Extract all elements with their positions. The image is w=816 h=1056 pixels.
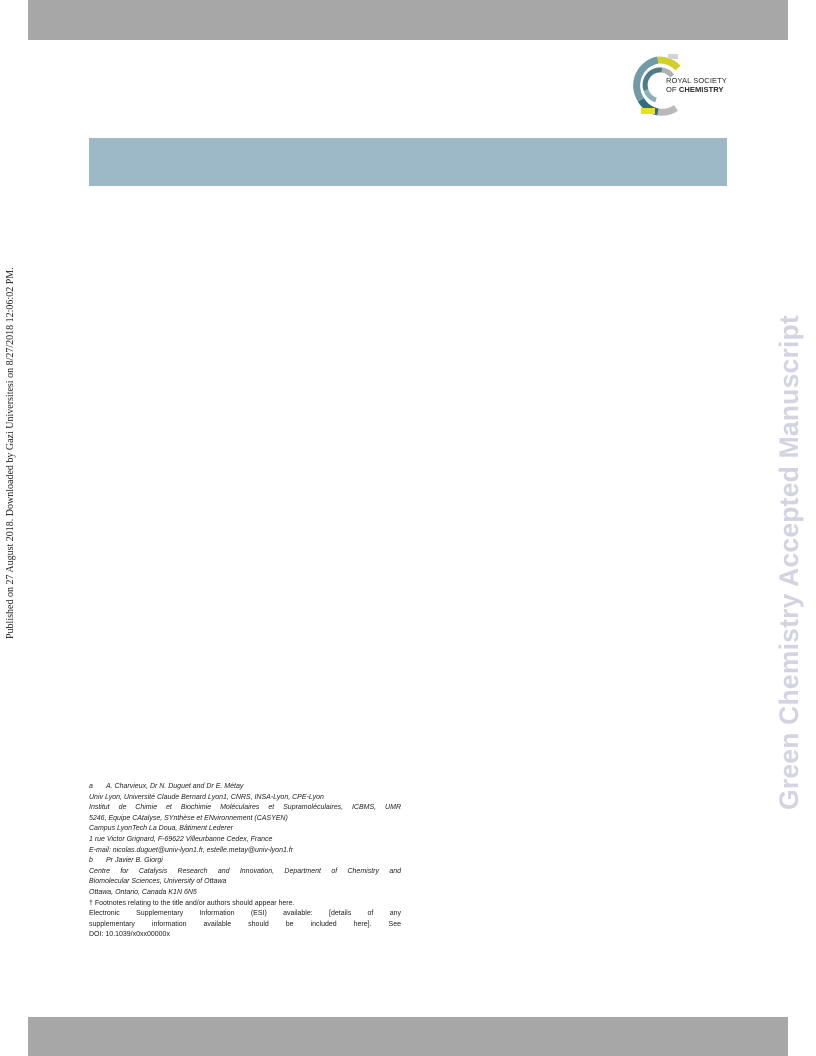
affiliation-b-heading	[89, 856, 401, 867]
logo-line-1: ROYAL SOCIETY	[666, 76, 727, 85]
esi-doi: DOI: 10.1039/x0xx00000x	[89, 931, 170, 939]
logo-line-2-prefix: OF	[666, 84, 679, 94]
affiliation-a-heading	[89, 782, 401, 793]
esi-line: Electronic Supplementary Information (ESI) available: [details of any	[89, 910, 401, 918]
affiliation-a-marker: a	[89, 783, 93, 790]
affiliation-a-line: Campus LyonTech La Doua, Bâtiment Lederer	[89, 825, 233, 833]
publication-watermark-text: Published on 27 August 2018. Downloaded by Gazi Universitesi on 8/27/2018 12:06:02 PM.	[5, 267, 16, 639]
affiliation-a-names: A. Charvieux, Dr N. Duguet and Dr E. Métay	[106, 783, 244, 790]
affiliation-b-marker: b	[89, 857, 93, 865]
rsc-logo	[628, 50, 732, 118]
affiliation-b-line: Biomolecular Sciences, University of Ottawa	[89, 878, 227, 886]
affiliation-b-names: Pr Javier B. Giorgi	[106, 857, 163, 865]
affiliation-a-line: Institut de Chimie et Biochimie Moléculaires et Supramoléculaires, ICBMS, UMR	[89, 804, 401, 812]
logo-line-2-bold: CHEMISTRY	[678, 84, 724, 94]
affiliation-b-line: Centre for Catalysis Research and Innovation, Department of Chemistry and	[89, 867, 401, 875]
affiliation-a-email: E-mail: nicolas.duguet@univ-lyon1.fr, estelle.metay@univ-lyon1.fr	[89, 846, 294, 854]
affiliation-a-line: 1 rue Victor Grignard, F-69622 Villeurbanne Cedex, France	[89, 835, 273, 843]
top-gray-band	[28, 0, 788, 40]
footnotes	[89, 782, 401, 941]
accepted-manuscript-watermark: Green Chemistry Accepted Manuscript	[774, 315, 804, 810]
affiliation-a-line: 5246, Equipe CAtalyse, SYnthèse et ENvironnement (CASYEN)	[89, 814, 288, 822]
rsc-logo-text	[666, 77, 727, 94]
logo-line-2	[666, 86, 727, 95]
esi-line: supplementary information available should be included here]. See	[89, 920, 401, 928]
affiliation-a-line: Univ Lyon, Université Claude Bernard Lyon1, CNRS, INSA-Lyon, CPE-Lyon	[89, 793, 324, 801]
article-header-bar	[89, 138, 727, 186]
dagger-footnote: † Footnotes relating to the title and/or authors should appear here.	[89, 899, 295, 907]
affiliation-b-line: Ottawa, Ontario, Canada K1N 6N5	[89, 888, 197, 896]
bottom-gray-band	[28, 1017, 788, 1056]
